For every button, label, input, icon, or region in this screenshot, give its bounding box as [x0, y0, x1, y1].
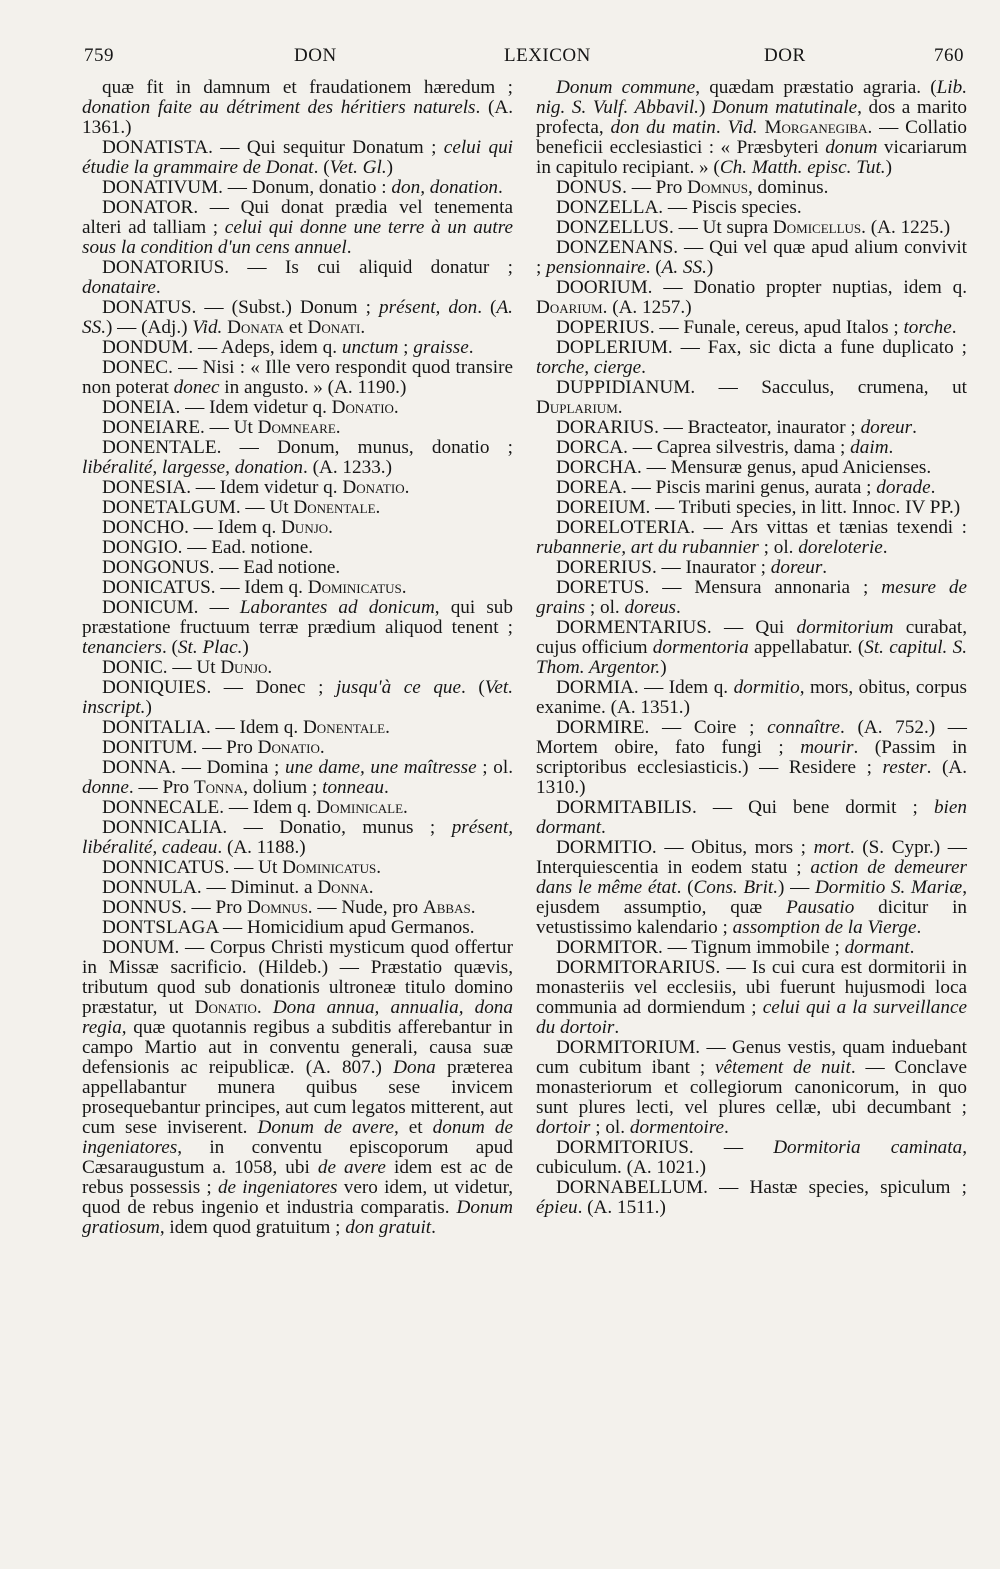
dictionary-entry: DONATIVUM. — Donum, donatio : don, donation. [102, 177, 503, 198]
right-column [536, 78, 967, 1218]
dictionary-entry: DONZELLUS. — Ut supra Domicellus. (A. 1225.) [556, 217, 951, 238]
dictionary-entry: DONIQUIES. — Donec ; jusqu'à ce que. (Vet. inscript.) [82, 677, 513, 718]
dictionary-entry: DORMIRE. — Coire ; connaître. (A. 752.) — Mortem obire, fato fungi ; mourir. (Passim in scriptoribus ecclesiasticis.) — Residere ; rester. (A. 1310.) [536, 717, 968, 798]
dictionary-entry: DONNECALE. — Idem q. Dominicale. [102, 797, 408, 818]
dictionary-entry: DONEC. — Nisi : « Ille vero respondit quod transire non poterat donec in angusto. » (A. 1190.) [82, 357, 513, 398]
dictionary-entry: DONCHO. — Idem q. Dunjo. [102, 517, 333, 538]
dictionary-entry: DONIC. — Ut Dunjo. [102, 657, 273, 678]
dictionary-entry: DONGONUS. — Ead notione. [102, 557, 341, 578]
dictionary-entry: DOORIUM. — Donatio propter nuptias, idem q. Doarium. (A. 1257.) [536, 277, 967, 318]
dictionary-entry: DONITALIA. — Idem q. Donentale. [102, 717, 390, 738]
dictionary-entry: DONATUS. — (Subst.) Donum ; présent, don. (A. SS.) — (Adj.) Vid. Donata et Donati. [82, 297, 513, 338]
dictionary-entry: DONEIA. — Idem videtur q. Donatio. [102, 397, 399, 418]
dictionary-entry: DONZELLA. — Piscis species. [556, 197, 802, 218]
dictionary-entry: DORCA. — Caprea silvestris, dama ; daim. [556, 437, 894, 458]
dictionary-entry: DONNICATUS. — Ut Dominicatus. [102, 857, 381, 878]
dictionary-entry: DONICATUS. — Idem q. Dominicatus. [102, 577, 407, 598]
dictionary-entry: DORMITIO. — Obitus, mors ; mort. (S. Cypr.) — Interquiescentia in eodem statu ; action de demeurer dans le même état. (Cons. Brit.) — Dormitio S. Mariæ, ejusdem assumptio, quæ Pausatio dicitur in vetustissimo kalendario ; assomption de la Vierge. [536, 837, 968, 938]
dictionary-entry: DORMENTARIUS. — Qui dormitorium curabat, cujus officium dormentoria appellabatur. (St. capitul. S. Thom. Argentor.) [536, 617, 968, 678]
dictionary-entry: DOPERIUS. — Funale, cereus, apud Italos ; torche. [556, 317, 957, 338]
dictionary-entry: DONATISTA. — Qui sequitur Donatum ; celui qui étudie la grammaire de Donat. (Vet. Gl.) [82, 137, 513, 178]
dictionary-entry: DORMITORIUM. — Genus vestis, quam induebant cum cubitum ibant ; vêtement de nuit. — Conclave monasteriorum et collegiorum canonicorum, in quo sunt plures lecti, vel plures cellæ, ubi decumbant ; dortoir ; ol. dormentoire. [536, 1037, 967, 1138]
dictionary-entry: DONUM. — Corpus Christi mysticum quod offertur in Missæ sacrificio. (Hildeb.) — Præstatio quævis, tributum quod sub donationis ultroneæ titulo domino præstatur, ut Donatio. Dona annua, annualia, dona regia, quæ quotannis regibus a subditis afferebantur in campo Martio aut in conventu generali, causa suæ defensionis ac reipublicæ. (A. 807.) Dona præterea appellabantur munera quibus sese invicem prosequebantur principes, aut cum legatos mitterent, aut cum sese inviserent. Donum de avere, et donum de ingeniatores, in conventu episcoporum apud Cæsaraugustum a. 1058, ubi de avere idem est ac de rebus possessis ; de ingeniatores vero idem, ut videtur, quod de rebus ingenio et industria comparatis. Donum gratiosum, idem quod gratuitum ; don gratuit. [82, 937, 513, 1238]
dictionary-entry: DONNULA. — Diminut. a Donna. [102, 877, 374, 898]
dictionary-entry: DORCHA. — Mensuræ genus, apud Anicienses. [556, 457, 932, 478]
dictionary-entry: DONITUM. — Pro Donatio. [102, 737, 325, 758]
dictionary-entry: quæ fit in damnum et fraudationem hæredum ; donation faite au détriment des héritiers naturels. (A. 1361.) [82, 77, 513, 138]
dictionary-entry: DONEIARE. — Ut Domneare. [102, 417, 341, 438]
dictionary-entry: DONNUS. — Pro Domnus. — Nude, pro Abbas. [102, 897, 476, 918]
dictionary-entry: DONNICALIA. — Donatio, munus ; présent, libéralité, cadeau. (A. 1188.) [82, 817, 513, 858]
dictionary-entry: Donum commune, quædam præstatio agraria. (Lib. nig. S. Vulf. Abbavil.) Donum matutinale, dos a marito profecta, don du matin. Vid. Morganegiba. — Collatio beneficii ecclesiastici : « Præsbyteri donum vicariarum in capitulo recipiant. » (Ch. Matth. episc. Tut.) [536, 77, 968, 178]
dictionary-entry: DONATORIUS. — Is cui aliquid donatur ; donataire. [82, 257, 513, 298]
dictionary-entry: DORMITORARIUS. — Is cui cura est dormitorii in monasteriis vel ecclesiis, ubi fuerunt hujusmodi loca communia ad dormiendum ; celui qui a la surveillance du dortoir. [536, 957, 967, 1038]
dictionary-entry: DORERIUS. — Inaurator ; doreur. [556, 557, 828, 578]
dictionary-entry: DONTSLAGA — Homicidium apud Germanos. [102, 917, 475, 938]
dictionary-entry: DORMITOR. — Tignum immobile ; dormant. [556, 937, 915, 958]
running-head-left: DON [294, 45, 337, 66]
dictionary-entry: DONENTALE. — Donum, munus, donatio ; libéralité, largesse, donation. (A. 1233.) [82, 437, 513, 478]
page-number-left: 759 [84, 45, 114, 66]
dictionary-entry: DOREIUM. — Tributi species, in litt. Innoc. IV PP.) [556, 497, 961, 518]
page-number-right: 760 [934, 45, 964, 66]
left-column [82, 78, 513, 1238]
dictionary-entry: DONUS. — Pro Domnus, dominus. [556, 177, 829, 198]
dictionary-entry: DONGIO. — Ead. notione. [102, 537, 314, 558]
dictionary-entry: DORETUS. — Mensura annonaria ; mesure de grains ; ol. doreus. [536, 577, 967, 618]
dictionary-entry: DONESIA. — Idem videtur q. Donatio. [102, 477, 410, 498]
running-header [84, 45, 964, 75]
dictionary-entry: DONATOR. — Qui donat prædia vel tenementa alteri ad talliam ; celui qui donne une terre à un autre sous la condition d'un cens annuel. [82, 197, 513, 258]
dictionary-entry: DORNABELLUM. — Hastæ species, spiculum ; épieu. (A. 1511.) [536, 1177, 967, 1218]
dictionary-entry: DUPPIDIANUM. — Sacculus, crumena, ut Duplarium. [536, 377, 967, 418]
running-head-right: DOR [764, 45, 806, 66]
dictionary-entry: DONZENANS. — Qui vel quæ apud alium convivit ; pensionnaire. (A. SS.) [536, 237, 967, 278]
dictionary-entry: DONETALGUM. — Ut Donentale. [102, 497, 381, 518]
dictionary-entry: DORELOTERIA. — Ars vittas et tænias texendi : rubannerie, art du rubannier ; ol. doreloterie. [536, 517, 967, 558]
dictionary-entry: DONICUM. — Laborantes ad donicum, qui sub præstatione fructuum terræ prædium aliquod tenent ; tenanciers. (St. Plac.) [82, 597, 513, 658]
dictionary-entry: DORMITABILIS. — Qui bene dormit ; bien dormant. [536, 797, 967, 838]
dictionary-entry: DORARIUS. — Bracteator, inaurator ; doreur. [556, 417, 917, 438]
running-head-center: LEXICON [504, 45, 591, 66]
dictionary-entry: DONNA. — Domina ; une dame, une maîtresse ; ol. donne. — Pro Tonna, dolium ; tonneau. [82, 757, 513, 798]
dictionary-entry: DORMITORIUS. — Dormitoria caminata, cubiculum. (A. 1021.) [536, 1137, 967, 1178]
dictionary-entry: DORMIA. — Idem q. dormitio, mors, obitus, corpus exanime. (A. 1351.) [536, 677, 967, 718]
dictionary-entry: DOREA. — Piscis marini genus, aurata ; dorade. [556, 477, 936, 498]
dictionary-entry: DONDUM. — Adeps, idem q. unctum ; graisse. [102, 337, 474, 358]
dictionary-entry: DOPLERIUM. — Fax, sic dicta a fune duplicato ; torche, cierge. [536, 337, 967, 378]
